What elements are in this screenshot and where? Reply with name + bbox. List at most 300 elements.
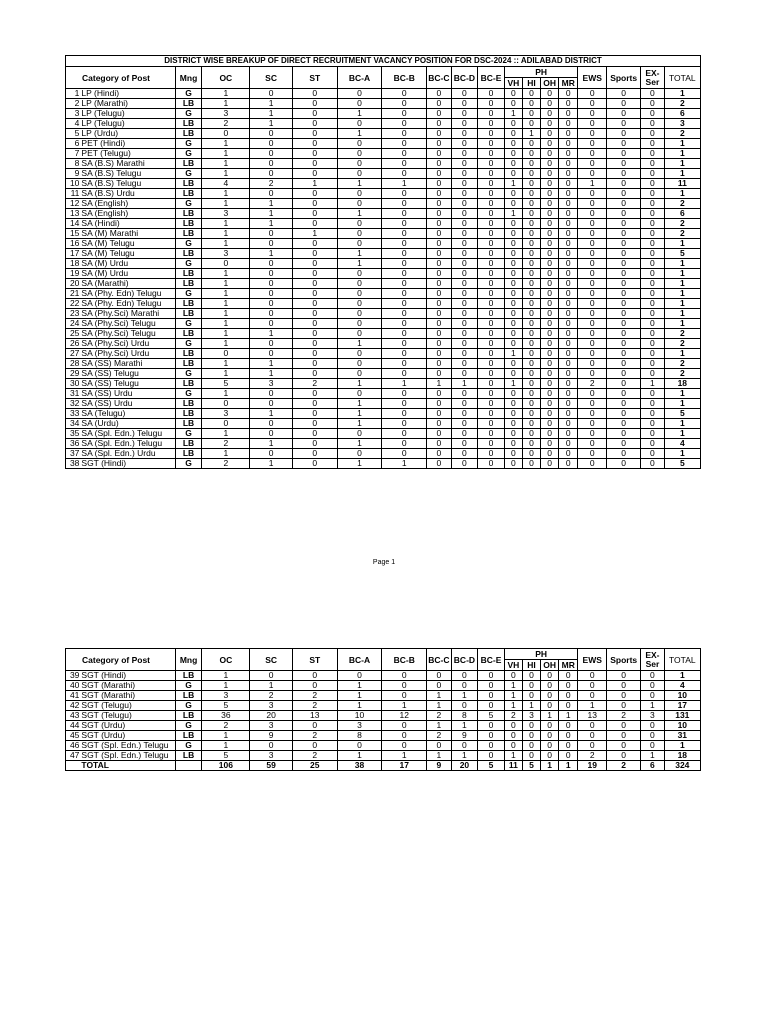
cell-exser: 0 [641,681,664,691]
cell-vh: 1 [504,751,522,761]
cell-bcb: 0 [382,229,427,239]
cell-sno: 1 [66,89,81,99]
cell-mng: LB [175,119,202,129]
cell-st: 0 [292,269,337,279]
header-exser: EX-Ser [641,67,664,89]
cell-bcd: 0 [451,279,478,289]
cell-ews: 0 [578,219,607,229]
cell-sno: 26 [66,339,81,349]
cell-bcc: 0 [427,399,452,409]
cell-bca: 0 [337,299,382,309]
cell-exser: 0 [641,389,664,399]
cell-bcd: 0 [451,209,478,219]
cell-ews: 0 [578,199,607,209]
cell-total: 31 [664,731,700,741]
table-row [66,169,701,179]
cell-bca: 0 [337,89,382,99]
cell-bca: 8 [337,731,382,741]
cell-bca: 0 [337,671,382,681]
cell-oc: 0 [202,399,250,409]
cell-mng: LB [175,219,202,229]
cell-hi: 0 [522,139,540,149]
cell-bcc: 0 [427,319,452,329]
cell-st: 2 [292,701,337,711]
cell-st: 0 [292,329,337,339]
cell-sc: 1 [250,249,293,259]
cell-mng: LB [175,671,202,681]
cell-total: 2 [664,229,700,239]
cell-sno: 42 [66,701,81,711]
cell-category: SA (SS) Telugu [80,379,175,389]
cell-bcb: 0 [382,259,427,269]
cell-bca: 1 [337,751,382,761]
cell-sports: 0 [607,239,641,249]
cell-sports: 0 [607,429,641,439]
cell-st: 0 [292,349,337,359]
cell-mng: LB [175,329,202,339]
cell-sports: 0 [607,449,641,459]
cell-sports: 0 [607,369,641,379]
cell-st: 2 [292,379,337,389]
header-sports: Sports [607,67,641,89]
cell-exser: 0 [641,219,664,229]
cell-ews: 0 [578,209,607,219]
cell-oh: 0 [541,681,559,691]
cell-oc: 0 [202,349,250,359]
cell-bcb: 0 [382,731,427,741]
cell-sno: 7 [66,149,81,159]
cell-bcb: 0 [382,89,427,99]
cell-sc: 0 [250,159,293,169]
cell-bce: 0 [478,671,505,681]
cell-category: LP (Telugu) [80,109,175,119]
cell-mng: G [175,701,202,711]
cell-oc: 1 [202,289,250,299]
cell-st: 13 [292,711,337,721]
cell-category: SA (Phy. Edn) Telugu [80,299,175,309]
cell-sc: 1 [250,359,293,369]
cell-hi: 0 [522,359,540,369]
cell-bcc: 0 [427,189,452,199]
cell-bcd: 0 [451,269,478,279]
cell-oc: 3 [202,209,250,219]
table-row [66,229,701,239]
cell-mng: LB [175,279,202,289]
cell-bcc: 0 [427,339,452,349]
cell-vh: 0 [504,219,522,229]
cell-mng: G [175,681,202,691]
cell-mr: 0 [559,99,578,109]
cell-bca: 0 [337,289,382,299]
cell-vh: 0 [504,459,522,469]
cell-bca: 1 [337,409,382,419]
cell-bcb: 0 [382,409,427,419]
cell-vh: 0 [504,309,522,319]
cell-exser: 0 [641,459,664,469]
cell-ews: 0 [578,389,607,399]
header-total: TOTAL [664,649,700,671]
table-row [66,89,701,99]
cell-bca: 10 [337,711,382,721]
cell-st: 0 [292,139,337,149]
cell-bce: 0 [478,219,505,229]
cell-bcb: 0 [382,439,427,449]
cell-vh: 0 [504,99,522,109]
cell-sc: 1 [250,109,293,119]
cell-bce: 0 [478,681,505,691]
table-row [66,681,701,691]
cell-sc: 0 [250,309,293,319]
cell-bcb: 0 [382,329,427,339]
cell-category: SA (B.S) Telugu [80,169,175,179]
cell-exser: 0 [641,409,664,419]
cell-sc: 20 [250,711,293,721]
cell-bcc: 1 [427,691,452,701]
cell-bce: 0 [478,409,505,419]
cell-bcb: 0 [382,359,427,369]
cell-total: 1 [664,399,700,409]
cell-mng: LB [175,419,202,429]
cell-mr: 0 [559,269,578,279]
table-row [66,731,701,741]
cell-oc: 1 [202,239,250,249]
cell-bca: 0 [337,279,382,289]
cell-mng [175,761,202,771]
cell-bcb: 0 [382,289,427,299]
cell-st: 0 [292,259,337,269]
cell-bcd: 0 [451,119,478,129]
cell-bcc: 2 [427,731,452,741]
cell-sc: 0 [250,269,293,279]
cell-sc: 3 [250,379,293,389]
cell-bce: 0 [478,149,505,159]
cell-oc: 0 [202,419,250,429]
cell-oc: 1 [202,269,250,279]
cell-st: 0 [292,249,337,259]
cell-mr: 1 [559,711,578,721]
cell-category: SA (Phy.Sci) Urdu [80,349,175,359]
table-row [66,329,701,339]
cell-bcc: 0 [427,249,452,259]
cell-bcc: 0 [427,299,452,309]
cell-ews: 0 [578,319,607,329]
header-bca: BC-A [337,67,382,89]
cell-sno: 29 [66,369,81,379]
cell-oh: 0 [541,429,559,439]
cell-exser: 3 [641,711,664,721]
cell-bca: 1 [337,459,382,469]
cell-category: SA (Marathi) [80,279,175,289]
cell-bcb: 1 [382,701,427,711]
cell-bcc: 0 [427,429,452,439]
cell-bcb: 1 [382,459,427,469]
cell-sc: 0 [250,449,293,459]
cell-sc: 0 [250,129,293,139]
cell-bcb: 0 [382,269,427,279]
cell-exser: 0 [641,109,664,119]
cell-oh: 0 [541,159,559,169]
cell-ews: 0 [578,459,607,469]
cell-vh: 2 [504,711,522,721]
cell-bcc: 0 [427,369,452,379]
cell-category: PET (Hindi) [80,139,175,149]
cell-st: 0 [292,429,337,439]
cell-mng: LB [175,399,202,409]
cell-bcc: 0 [427,419,452,429]
cell-exser: 0 [641,349,664,359]
cell-bca: 0 [337,741,382,751]
cell-mr: 0 [559,691,578,701]
header-category: Category of Post [66,649,176,671]
cell-ews: 0 [578,449,607,459]
cell-category: LP (Urdu) [80,129,175,139]
cell-total: 1 [664,279,700,289]
cell-ews: 0 [578,149,607,159]
cell-bce: 0 [478,129,505,139]
table-title: DISTRICT WISE BREAKUP OF DIRECT RECRUITMENT VACANCY POSITION FOR DSC-2024 :: ADILABAD DISTRICT [66,56,701,67]
cell-hi: 1 [522,701,540,711]
table-row [66,219,701,229]
cell-bce: 0 [478,189,505,199]
cell-bcd: 0 [451,179,478,189]
cell-st: 0 [292,239,337,249]
cell-bcd: 0 [451,259,478,269]
cell-mng: G [175,429,202,439]
cell-oh: 0 [541,99,559,109]
table-row [66,299,701,309]
cell-bcb: 0 [382,159,427,169]
cell-mr: 0 [559,139,578,149]
table-row [66,741,701,751]
cell-st: 25 [292,761,337,771]
cell-exser: 0 [641,369,664,379]
header-sc: SC [250,67,293,89]
cell-bcd: 1 [451,751,478,761]
cell-exser: 0 [641,721,664,731]
cell-sno: 18 [66,259,81,269]
cell-oc: 1 [202,449,250,459]
cell-sports: 0 [607,319,641,329]
cell-sno: 47 [66,751,81,761]
cell-sno: 30 [66,379,81,389]
cell-oh: 0 [541,279,559,289]
cell-vh: 0 [504,249,522,259]
cell-bcb: 0 [382,369,427,379]
table-row [66,139,701,149]
cell-total: 2 [664,199,700,209]
cell-category: SA (Hindi) [80,219,175,229]
header-category: Category of Post [66,67,176,89]
cell-bca: 0 [337,369,382,379]
cell-bce: 0 [478,731,505,741]
cell-hi: 0 [522,309,540,319]
header-sc: SC [250,649,293,671]
cell-bcc: 0 [427,209,452,219]
cell-bcd: 0 [451,109,478,119]
cell-oc: 1 [202,89,250,99]
cell-sports: 0 [607,119,641,129]
cell-total: 4 [664,681,700,691]
cell-sno: 13 [66,209,81,219]
cell-bcb: 0 [382,349,427,359]
table-row [66,409,701,419]
table-row [66,449,701,459]
cell-sc: 1 [250,459,293,469]
cell-bce: 0 [478,109,505,119]
cell-st: 0 [292,119,337,129]
cell-bcc: 0 [427,329,452,339]
cell-st: 0 [292,389,337,399]
cell-mng: LB [175,751,202,761]
cell-vh: 1 [504,691,522,701]
cell-ews: 1 [578,701,607,711]
cell-bce: 0 [478,299,505,309]
cell-sports: 0 [607,209,641,219]
cell-oc: 1 [202,99,250,109]
cell-bcb: 0 [382,249,427,259]
cell-st: 1 [292,229,337,239]
cell-ews: 0 [578,429,607,439]
cell-mr: 0 [559,369,578,379]
cell-bce: 0 [478,459,505,469]
cell-mr: 0 [559,419,578,429]
cell-oc: 1 [202,359,250,369]
cell-bcb: 0 [382,299,427,309]
cell-vh: 0 [504,199,522,209]
table-row [66,751,701,761]
cell-ews: 0 [578,89,607,99]
cell-total: 4 [664,439,700,449]
cell-exser: 0 [641,449,664,459]
cell-oh: 1 [541,711,559,721]
cell-exser: 0 [641,339,664,349]
cell-total: 1 [664,259,700,269]
cell-oh: 0 [541,741,559,751]
header-st: ST [292,649,337,671]
table-row [66,369,701,379]
table-row [66,389,701,399]
cell-ews: 0 [578,279,607,289]
cell-bcd: 0 [451,741,478,751]
cell-sno: 46 [66,741,81,751]
cell-category: SA (M) Urdu [80,269,175,279]
cell-bce: 0 [478,379,505,389]
cell-ews: 0 [578,409,607,419]
cell-bca: 0 [337,189,382,199]
cell-sno: 27 [66,349,81,359]
cell-oc: 1 [202,429,250,439]
cell-bce: 0 [478,239,505,249]
cell-total: 131 [664,711,700,721]
cell-bca: 0 [337,239,382,249]
cell-mr: 0 [559,671,578,681]
cell-ews: 0 [578,159,607,169]
cell-vh: 0 [504,159,522,169]
cell-bcc: 0 [427,179,452,189]
cell-hi: 0 [522,89,540,99]
header-exser: EX-Ser [641,649,664,671]
cell-bca: 1 [337,701,382,711]
cell-sno: 16 [66,239,81,249]
cell-oh: 0 [541,379,559,389]
cell-bcd: 8 [451,711,478,721]
cell-exser: 0 [641,129,664,139]
cell-mng: LB [175,249,202,259]
cell-hi: 0 [522,159,540,169]
cell-category: SA (SS) Urdu [80,399,175,409]
cell-sc: 0 [250,429,293,439]
cell-oc: 1 [202,159,250,169]
cell-mng: LB [175,349,202,359]
cell-oh: 0 [541,289,559,299]
cell-mng: LB [175,269,202,279]
cell-hi: 0 [522,199,540,209]
cell-hi: 0 [522,239,540,249]
cell-oh: 0 [541,229,559,239]
cell-bcd: 0 [451,419,478,429]
header-ews: EWS [578,67,607,89]
cell-total: 10 [664,691,700,701]
cell-bce: 0 [478,159,505,169]
table-row [66,439,701,449]
cell-sno: 2 [66,99,81,109]
cell-oc: 1 [202,339,250,349]
cell-bce: 0 [478,179,505,189]
cell-sports: 0 [607,229,641,239]
cell-mng: G [175,89,202,99]
cell-sports: 0 [607,731,641,741]
cell-bce: 0 [478,721,505,731]
cell-category: SA (Spl. Edn.) Telugu [80,429,175,439]
cell-vh: 0 [504,419,522,429]
cell-oh: 0 [541,671,559,681]
cell-bce: 0 [478,139,505,149]
cell-oc: 2 [202,459,250,469]
cell-mr: 0 [559,349,578,359]
cell-vh: 0 [504,169,522,179]
cell-hi: 1 [522,129,540,139]
cell-vh: 0 [504,399,522,409]
cell-bce: 0 [478,701,505,711]
cell-bcd: 0 [451,299,478,309]
cell-st: 2 [292,731,337,741]
cell-oh: 0 [541,309,559,319]
cell-bce: 0 [478,349,505,359]
cell-ews: 0 [578,681,607,691]
table-row [66,189,701,199]
cell-sports: 0 [607,691,641,701]
cell-exser: 0 [641,299,664,309]
cell-exser: 1 [641,701,664,711]
cell-oh: 0 [541,329,559,339]
cell-oh: 0 [541,209,559,219]
cell-sc: 0 [250,149,293,159]
cell-exser: 1 [641,751,664,761]
cell-ews: 0 [578,289,607,299]
cell-oh: 0 [541,409,559,419]
cell-sno: 35 [66,429,81,439]
cell-sc: 3 [250,721,293,731]
cell-oc: 3 [202,409,250,419]
cell-bcd: 0 [451,681,478,691]
cell-bcd: 0 [451,289,478,299]
cell-total: 3 [664,119,700,129]
cell-bcb: 0 [382,399,427,409]
cell-bcd: 0 [451,701,478,711]
cell-total: 5 [664,409,700,419]
cell-st: 0 [292,741,337,751]
cell-total: 1 [664,319,700,329]
